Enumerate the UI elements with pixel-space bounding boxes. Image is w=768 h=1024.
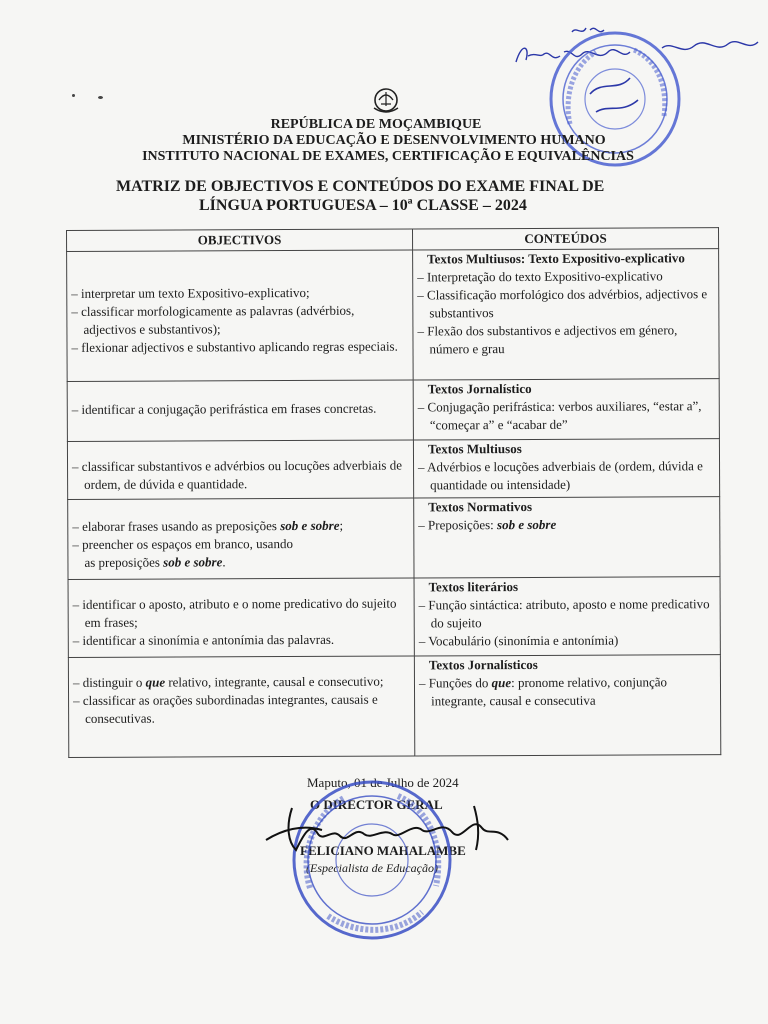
objectives-cell — [67, 440, 413, 500]
objectives-cell — [68, 656, 414, 758]
content-text: – Preposições: — [418, 517, 498, 533]
content-emphasis: que — [491, 675, 512, 691]
content-emphasis: sob e sobre — [496, 516, 557, 533]
table-row — [67, 439, 719, 500]
content-title: Textos Jornalísticos — [428, 656, 538, 673]
document-title-line2: LÍNGUA PORTUGUESA – 10ª CLASSE – 2024 — [199, 197, 527, 214]
objectives-cell — [68, 578, 414, 658]
coat-of-arms-icon — [371, 86, 401, 114]
objective-item: – preencher os espaços em branco, usando — [72, 536, 293, 552]
director-title: O DIRECTOR GERAL — [310, 797, 443, 812]
table-header-row — [67, 228, 719, 252]
stray-mark — [72, 94, 75, 97]
content-item: – Interpretação do texto Expositivo-explicativo — [417, 268, 663, 285]
objective-item: – identificar o aposto, atributo e o nome predicativo do sujeito em frases; — [72, 595, 397, 630]
director-name: FELICIANO MAHALAMBE — [300, 843, 466, 858]
content-title: Textos Normativos — [428, 498, 533, 515]
table-row — [67, 379, 719, 442]
director-role: (Especialista de Educação) — [306, 861, 438, 875]
objective-item: – identificar a sinonímia e antonímia das palavras. — [72, 631, 335, 648]
objective-text: relativo, integrante, causal e consecutivo; — [165, 673, 384, 690]
objective-item: – classificar as orações subordinadas integrantes, causais e consecutivas. — [73, 691, 378, 726]
content-title: Textos literários — [428, 579, 519, 595]
objective-item — [73, 673, 410, 692]
objective-item: – flexionar adjectivos e substantivo aplicando regras especiais. — [71, 338, 398, 355]
document-title-line1: MATRIZ DE OBJECTIVOS E CONTEÚDOS DO EXAME FINAL DE — [116, 178, 605, 195]
content-item: – Flexão dos substantivos e adjectivos em género, número e grau — [417, 322, 678, 357]
content-title: Textos Jornalístico — [427, 380, 532, 397]
objective-item: – classificar morfologicamente as palavras (advérbios, adjectivos e substantivos); — [71, 302, 355, 337]
objective-text: – elaborar frases usando as preposições — [72, 518, 281, 534]
content-item — [419, 673, 716, 710]
column-header-objectivos: OBJECTIVOS — [67, 229, 413, 252]
contents-cell — [413, 439, 719, 498]
objective-text: – distinguir o — [72, 674, 146, 690]
contents-cell — [414, 497, 720, 578]
column-header-conteudos: CONTEÚDOS — [412, 228, 718, 250]
content-item: – Conjugação perifrástica: verbos auxiliares, “estar a”, “começar a” e “acabar de” — [417, 398, 702, 433]
objective-item: – classificar substantivos e advérbios ou locuções adverbiais de ordem, de dúvida e quantidade. — [71, 457, 403, 492]
content-item — [418, 515, 715, 534]
objective-emphasis: sob e sobre — [280, 517, 340, 534]
content-item: – Vocabulário (sinonímia e antonímia) — [418, 632, 619, 649]
table-row — [68, 577, 720, 658]
objective-item: – interpretar um texto Expositivo-explicativo; — [71, 284, 310, 301]
content-text: : pronome relativo, conjunção integrante, causal e consecutiva — [431, 674, 668, 709]
objectives-cell — [67, 380, 413, 442]
contents-cell — [413, 379, 719, 440]
content-title: Textos Multiusos — [427, 441, 522, 457]
content-item: – Advérbios e locuções adverbiais de (ordem, dúvida e quantidade ou intensidade) — [418, 458, 703, 493]
stray-mark — [98, 96, 103, 99]
objectives-cell — [68, 498, 414, 580]
content-title: Textos Multiusos: Texto Expositivo-explicativo — [427, 250, 685, 267]
content-text: – Funções do — [418, 675, 492, 691]
table-row — [68, 497, 720, 580]
place-and-date: Maputo, 01 de Julho de 2024 — [307, 775, 459, 790]
contents-cell — [414, 577, 720, 656]
contents-cell — [414, 655, 720, 756]
objective-item: – identificar a conjugação perifrástica em frases concretas. — [71, 400, 377, 417]
objectives-cell — [67, 250, 414, 382]
content-item: – Classificação morfológico dos advérbios, adjectivos e substantivos — [417, 286, 708, 321]
header-institute: INSTITUTO NACIONAL DE EXAMES, CERTIFICAÇÃO E EQUIVALÊNCIAS — [142, 149, 634, 164]
objective-text: . — [222, 554, 226, 570]
header-ministry: MINISTÉRIO DA EDUCAÇÃO E DESENVOLVIMENTO HUMANO — [182, 133, 606, 148]
objective-text: ; — [339, 517, 344, 533]
table-row — [68, 655, 720, 758]
objective-text: as preposições — [84, 554, 164, 570]
objective-emphasis: sob e sobre — [163, 554, 223, 570]
objective-item — [72, 553, 409, 572]
header-republic: REPÚBLICA DE MOÇAMBIQUE — [270, 117, 482, 132]
contents-cell — [413, 249, 720, 380]
director-signature — [262, 800, 512, 860]
objectives-table — [66, 227, 720, 758]
table-row — [67, 249, 720, 382]
objective-emphasis: que — [145, 674, 166, 690]
content-item: – Função sintáctica: atributo, aposto e nome predicativo do sujeito — [418, 596, 710, 631]
objective-item — [72, 517, 409, 536]
